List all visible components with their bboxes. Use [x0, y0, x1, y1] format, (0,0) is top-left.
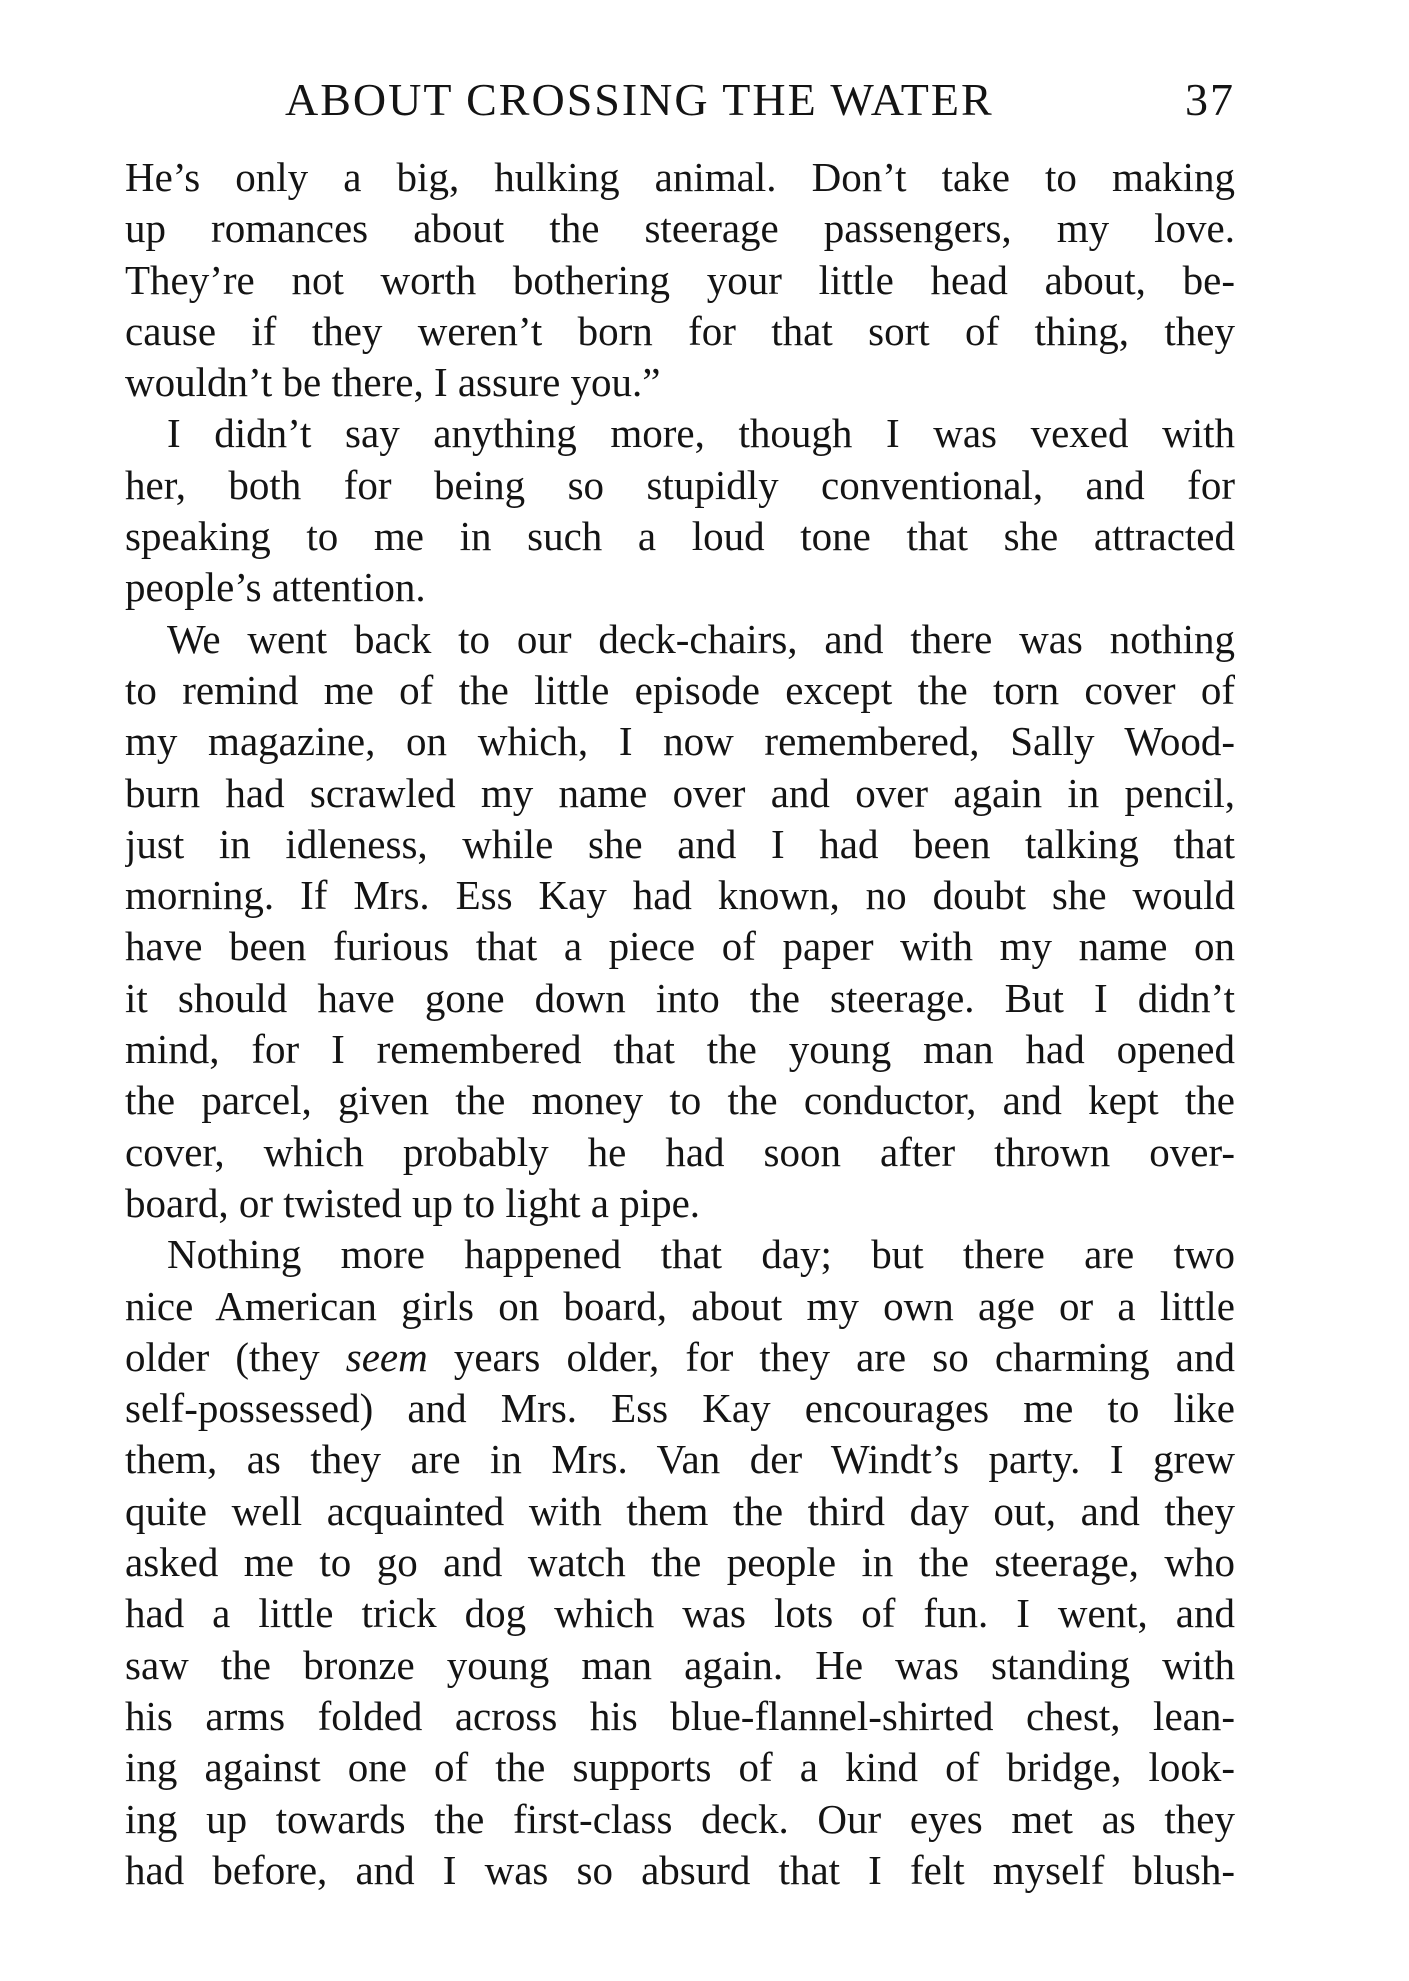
text-line: saw the bronze young man again. He was standing with — [125, 1641, 1235, 1688]
chapter-title: ABOUT CROSSING THE WATER — [285, 74, 994, 125]
text-line: He’s only a big, hulking animal. Don’t take to making — [125, 154, 1235, 200]
text-line: We went back to our deck-chairs, and there was nothing — [167, 615, 1235, 662]
text-line: quite well acquainted with them the third day out, and they — [125, 1487, 1235, 1534]
text-line: nice American girls on board, about my own age or a little — [125, 1282, 1235, 1329]
text-line: asked me to go and watch the people in the steerage, who — [125, 1539, 1235, 1586]
text-line-with-emphasis — [125, 1332, 1235, 1383]
text-line: morning. If Mrs. Ess Kay had known, no doubt she would — [125, 872, 1235, 919]
text-line: his arms folded across his blue-flannel-shirted chest, lean- — [125, 1692, 1235, 1739]
text-segment: older (they — [125, 1333, 346, 1380]
text-line: have been furious that a piece of paper with my name on — [125, 923, 1235, 970]
text-line: board, or twisted up to light a pipe. — [125, 1179, 701, 1226]
text-line: They’re not worth bothering your little head about, be- — [125, 256, 1235, 303]
text-line: to remind me of the little episode except the torn cover of — [125, 666, 1235, 713]
text-line: just in idleness, while she and I had been talking that — [125, 820, 1235, 867]
emphasis-word: seem — [345, 1333, 428, 1380]
text-segment: years older, for they are so charming and — [427, 1333, 1235, 1380]
text-line: my magazine, on which, I now remembered, Sally Wood- — [125, 718, 1235, 765]
text-line: them, as they are in Mrs. Van der Windt’s party. I grew — [125, 1436, 1235, 1483]
text-line: ing against one of the supports of a kind of bridge, look- — [125, 1744, 1235, 1791]
running-header — [125, 72, 1235, 128]
text-line: it should have gone down into the steerage. But I didn’t — [125, 974, 1235, 1021]
text-line: cover, which probably he had soon after thrown over- — [125, 1128, 1235, 1175]
text-line: cause if they weren’t born for that sort of thing, they — [125, 307, 1235, 354]
text-line: Nothing more happened that day; but there are two — [167, 1231, 1235, 1278]
text-line: had a little trick dog which was lots of fun. I went, and — [125, 1590, 1235, 1637]
text-line: people’s attention. — [125, 564, 426, 611]
text-line: the parcel, given the money to the conductor, and kept the — [125, 1077, 1235, 1124]
text-line: had before, and I was so absurd that I felt myself blush- — [125, 1846, 1235, 1893]
page-number: 37 — [1185, 74, 1235, 125]
text-line: I didn’t say anything more, though I was vexed with — [167, 410, 1235, 457]
text-line: mind, for I remembered that the young man had opened — [125, 1026, 1235, 1073]
text-line: up romances about the steerage passengers, my love. — [125, 205, 1235, 252]
text-line: self-possessed) and Mrs. Ess Kay encourages me to like — [125, 1385, 1235, 1432]
text-line: ing up towards the first-class deck. Our eyes met as they — [125, 1795, 1235, 1842]
body-text — [125, 152, 1235, 1896]
text-line: wouldn’t be there, I assure you.” — [125, 359, 661, 406]
text-line: burn had scrawled my name over and over again in pencil, — [125, 769, 1235, 816]
text-line: her, both for being so stupidly conventional, and for — [125, 461, 1235, 508]
text-line: speaking to me in such a loud tone that she attracted — [125, 513, 1235, 560]
